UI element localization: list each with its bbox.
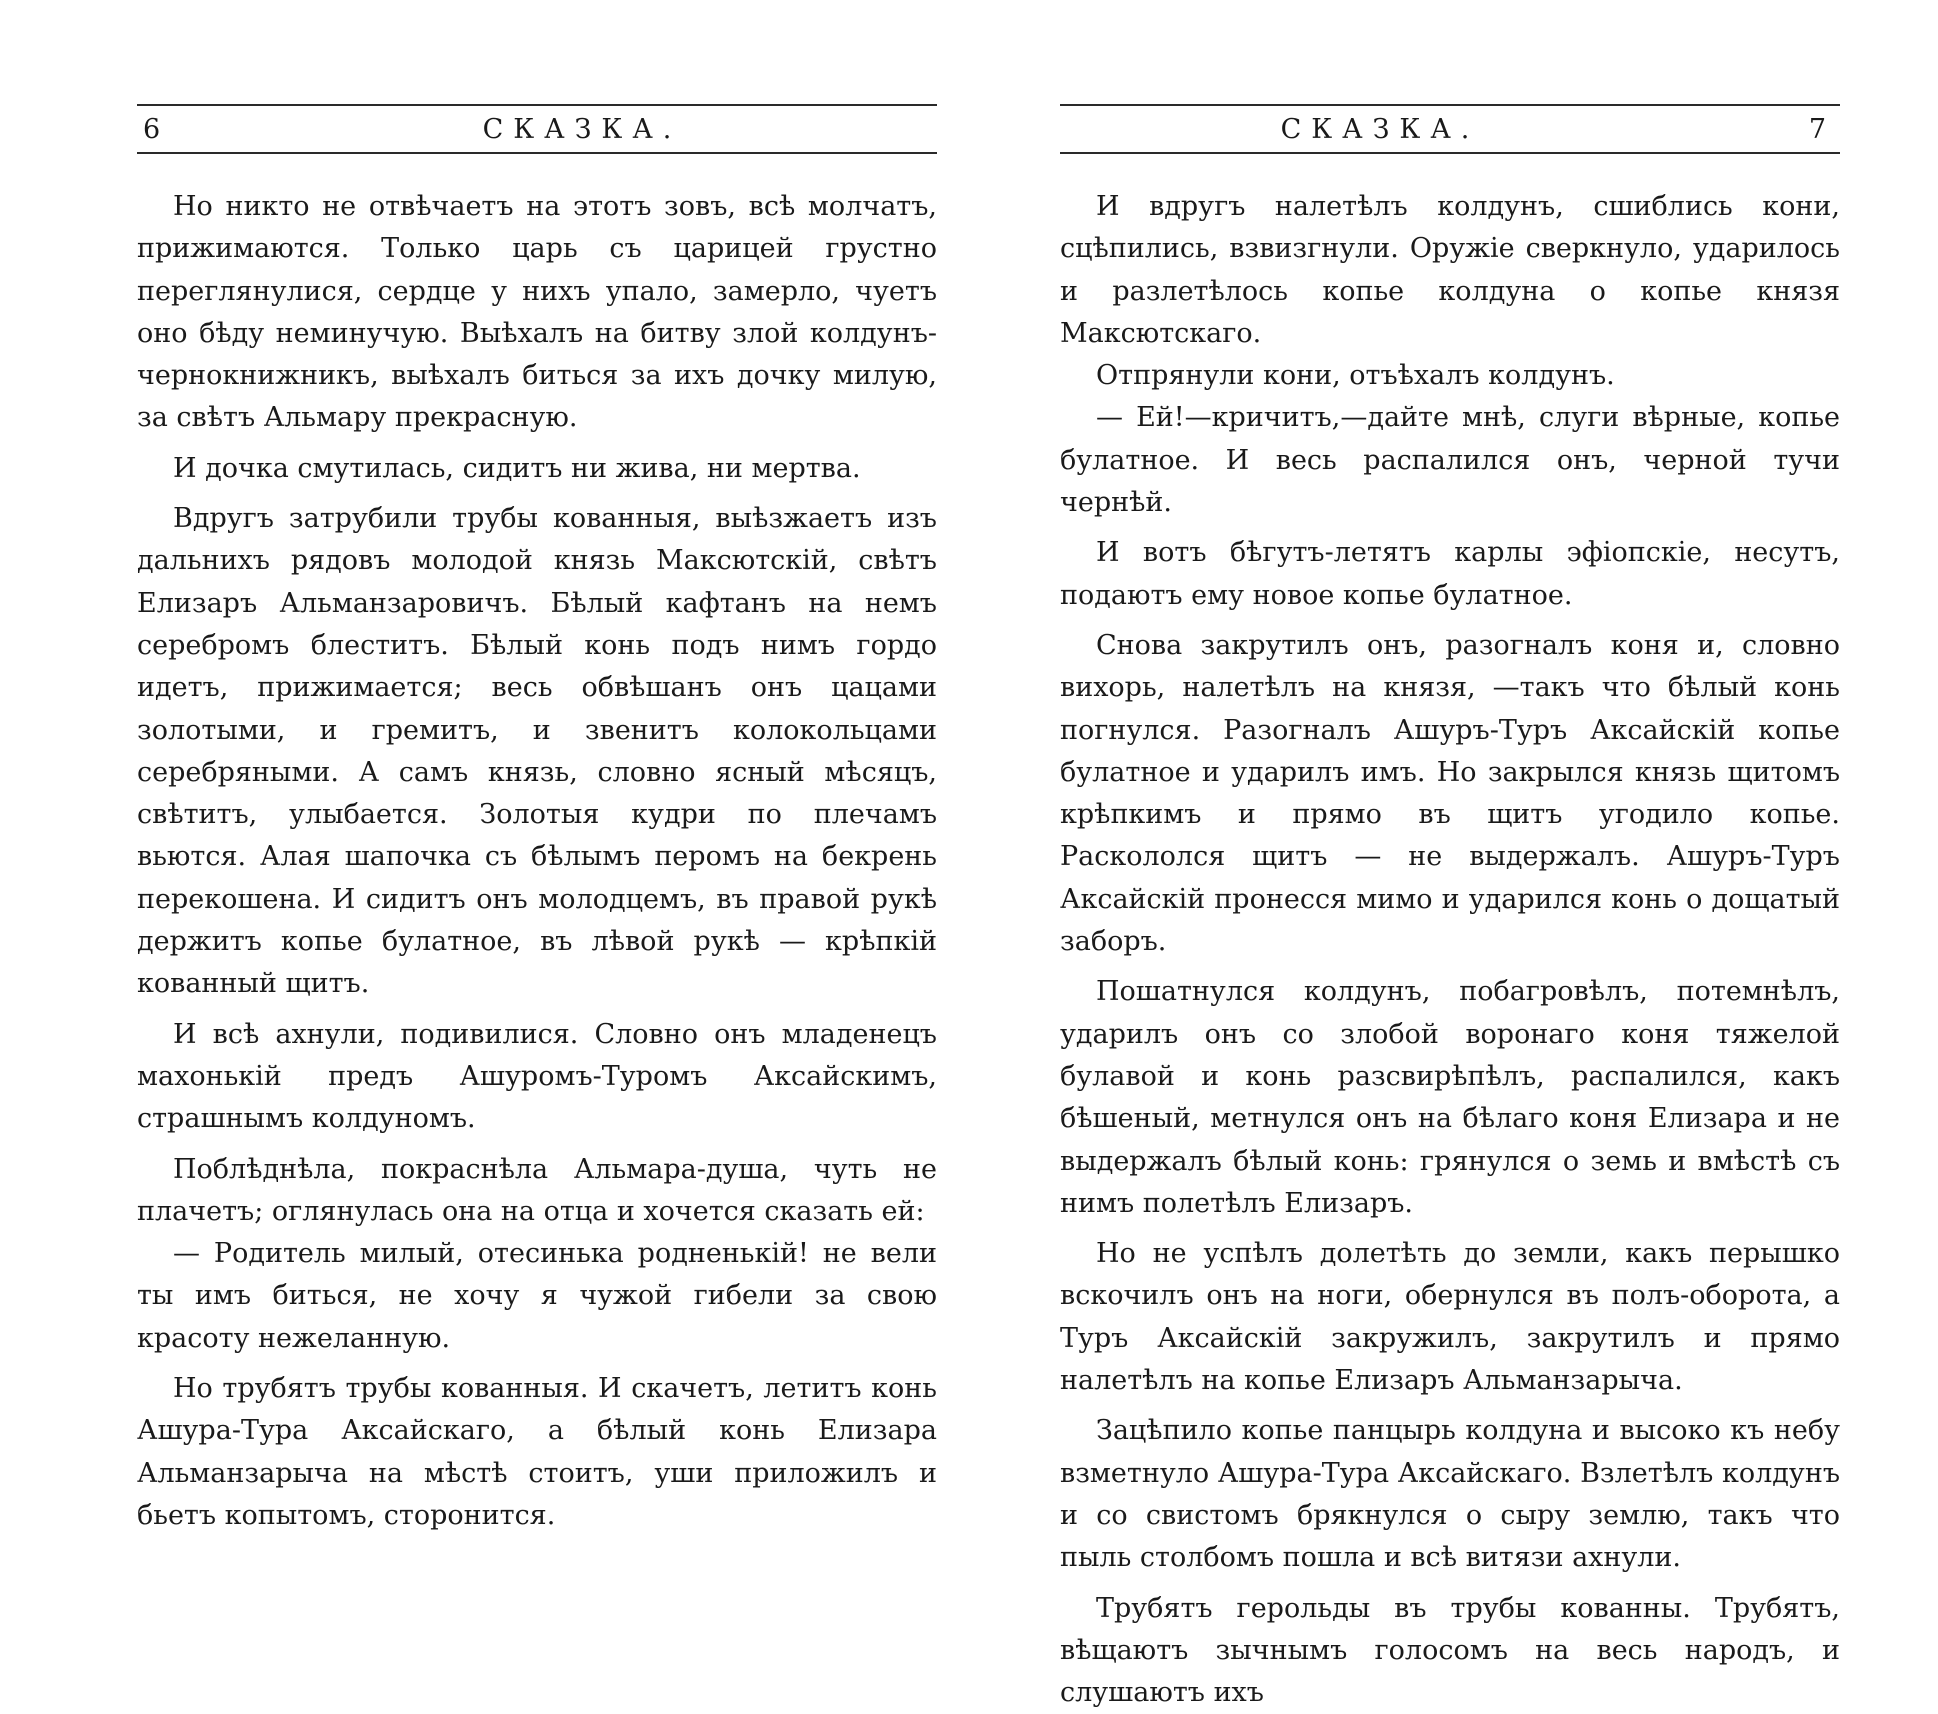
paragraph: И вдругъ налетѣлъ колдунъ, сшиблись кони, сцѣпились, взвизгнули. Оружіе сверкнуло, ударилось и разлетѣлось копье колдуна о копье князя Максютскаго. [1060,186,1840,355]
paragraph: Но трубятъ трубы кованныя. И скачетъ, летитъ конь Ашура-Тура Аксайскаго, а бѣлый конь Елизара Альманзарыча на мѣстѣ стоитъ, уши приложилъ и бьетъ копытомъ, сторонится. [137,1368,937,1537]
paragraph: Но никто не отвѣчаетъ на этотъ зовъ, всѣ молчатъ, прижимаются. Только царь съ царицей грустно переглянулися, сердце у нихъ упало, замерло, чуетъ оно бѣду неминучую. Выѣхалъ на битву злой колдунъ-чернокнижникъ, выѣхалъ биться за ихъ дочку милую, за свѣтъ Альмару прекрасную. [137,186,937,440]
paragraph: И дочка смутилась, сидитъ ни жива, ни мертва. [137,448,937,490]
paragraph: Трубятъ герольды въ трубы кованны. Трубятъ, вѣщаютъ зычнымъ голосомъ на весь народъ, и слушаютъ ихъ [1060,1588,1840,1714]
header-rule-top [137,104,937,106]
running-header [137,112,937,148]
paragraph: Пошатнулся колдунъ, побагровѣлъ, потемнѣлъ, ударилъ онъ со злобой воронаго коня тяжелой булавой и конь разсвирѣпѣлъ, распалился, какъ бѣшеный, метнулся онъ на бѣлаго коня Елизара и не выдержалъ бѣлый конь: грянулся о земь и вмѣстѣ съ нимъ полетѣлъ Елизаръ. [1060,971,1840,1225]
header-rule-bottom [137,152,937,154]
running-title: СКАЗКА. [1060,112,1840,148]
running-header [1060,112,1840,148]
paragraph: Но не успѣлъ долетѣть до земли, какъ перышко вскочилъ онъ на ноги, обернулся въ полъ-оборота, а Туръ Аксайскій закружилъ, закрутилъ и прямо налетѣлъ на копье Елизаръ Альманзарыча. [1060,1233,1840,1402]
paragraph: Отпрянули кони, отъѣхалъ колдунъ. [1060,355,1840,397]
page-number: 7 [1809,112,1826,148]
running-title: СКАЗКА. [137,112,937,148]
left-page [137,0,937,1554]
page-text [137,186,937,1537]
page-number: 6 [143,112,160,148]
paragraph: Вдругъ затрубили трубы кованныя, выѣзжаетъ изъ дальнихъ рядовъ молодой князь Максютскій, свѣтъ Елизаръ Альманзаровичъ. Бѣлый кафтанъ на немъ серебромъ блеститъ. Бѣлый конь подъ нимъ гордо идетъ, прижимается; весь обвѣшанъ онъ цацами золотыми, и гремитъ, и звенитъ колокольцами серебряными. А самъ князь, словно ясный мѣсяцъ, свѣтитъ, улыбается. Золотыя кудри по плечамъ вьются. Алая шапочка съ бѣлымъ перомъ на бекрень перекошена. И сидитъ онъ молодцемъ, въ правой рукѣ держитъ копье булатное, въ лѣвой рукѣ — крѣпкій кованный щитъ. [137,498,937,1006]
header-rule-bottom [1060,152,1840,154]
paragraph: — Ей!—кричитъ,—дайте мнѣ, слуги вѣрные, копье булатное. И весь распалился онъ, черной тучи чернѣй. [1060,397,1840,524]
paragraph: Зацѣпило копье панцырь колдуна и высоко къ небу взметнуло Ашура-Тура Аксайскаго. Взлетѣлъ колдунъ и со свистомъ брякнулся о сыру землю, такъ что пыль столбомъ пошла и всѣ витязи ахнули. [1060,1410,1840,1579]
paragraph: Поблѣднѣла, покраснѣла Альмара-душа, чуть не плачетъ; оглянулась она на отца и хочется сказать ей: [137,1149,937,1234]
page-text [1060,186,1840,1714]
header-rule-top [1060,104,1840,106]
right-page [1060,0,1840,1554]
paragraph: И всѣ ахнули, подивилися. Словно онъ младенецъ махонькій предъ Ашуромъ-Туромъ Аксайскимъ, страшнымъ колдуномъ. [137,1014,937,1141]
paragraph: Снова закрутилъ онъ, разогналъ коня и, словно вихорь, налетѣлъ на князя, —такъ что бѣлый конь погнулся. Разогналъ Ашуръ-Туръ Аксайскій копье булатное и ударилъ имъ. Но закрылся князь щитомъ крѣпкимъ и прямо въ щитъ угодило копье. Раскололся щитъ — не выдержалъ. Ашуръ-Туръ Аксайскій пронесся мимо и ударился конь о дощатый заборъ. [1060,625,1840,963]
paragraph: И вотъ бѣгутъ-летятъ карлы эфіопскіе, несутъ, подаютъ ему новое копье булатное. [1060,532,1840,617]
paragraph: — Родитель милый, отесинька родненькій! не вели ты имъ биться, не хочу я чужой гибели за свою красоту нежеланную. [137,1233,937,1360]
